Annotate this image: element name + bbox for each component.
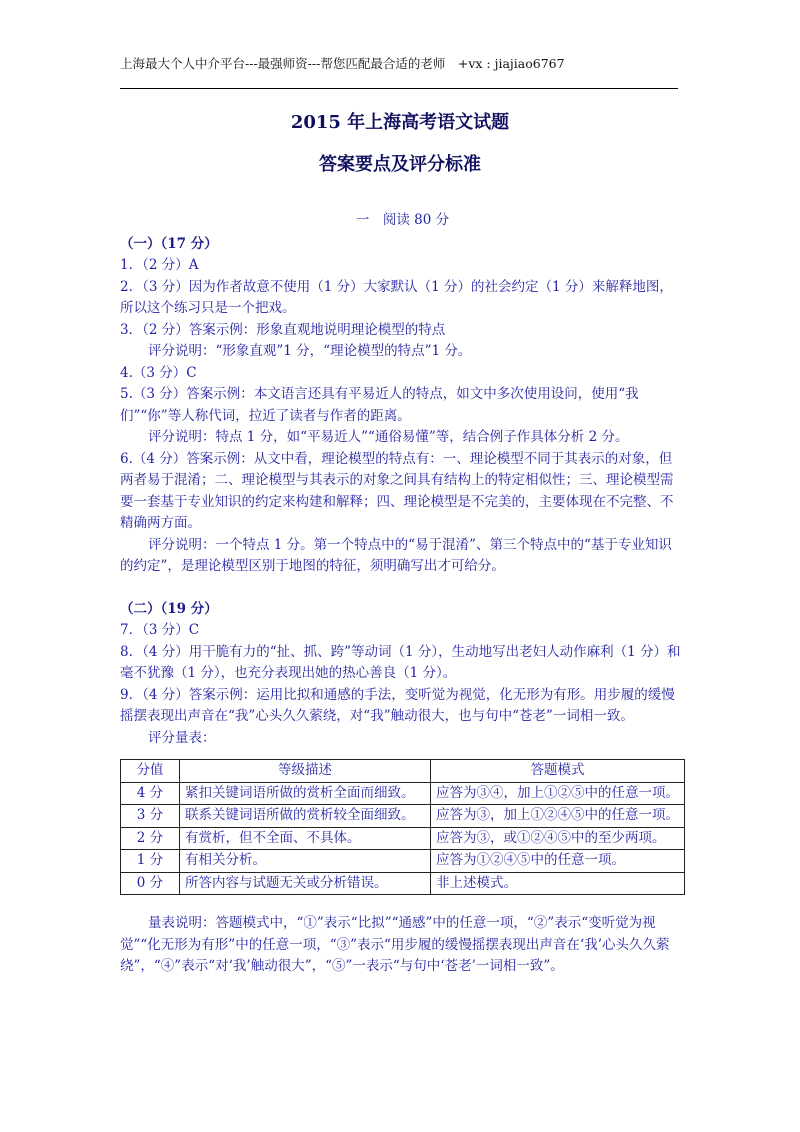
table-explanation: 量表说明：答题模式中，“①”表示“比拟”“通感”中的任意一项，“②”表示“变听觉为视觉”“化无形为有形”中的任意一项，“③”表示“用步履的缓慢摇摆表现出声音在‘我’心头久久萦绕”，“④”表示“对‘我’触动很大”，“⑤”一表示“与句中‘苍老’一词相一致”。	[120, 915, 670, 974]
section-heading-reading: 一 阅读 80 分	[355, 212, 450, 228]
pattern-cell: 应答为③，或①②④⑤中的至少两项。	[431, 827, 685, 850]
document-title: 2015 年上海高考语文试题	[290, 112, 510, 133]
level-cell: 所答内容与试题无关或分析错误。	[180, 872, 431, 895]
scoring-note: 评分说明：“形象直观”1 分，“理论模型的特点”1 分。	[148, 343, 472, 359]
part-label-1: （一）（17 分）	[120, 235, 218, 252]
table-row	[121, 827, 685, 850]
scoring-note: 评分说明：特点 1 分，如“平易近人”“通俗易懂”等，结合例子作具体分析 2 分。	[148, 429, 629, 445]
level-cell: 有赏析，但不全面、不具体。	[180, 827, 431, 850]
score-cell: 1 分	[121, 850, 180, 873]
page-header: 上海最大个人中介平台---最强师资---帮您匹配最合适的老师 +vx : jiajiao6767	[120, 56, 565, 71]
table-row	[121, 872, 685, 895]
answer-item: 1．（2 分）A	[120, 257, 199, 273]
pattern-cell: 应答为③④，加上①②⑤中的任意一项。	[431, 782, 685, 805]
table-row	[121, 805, 685, 828]
answer-item: 8．（4 分）用干脆有力的“扯、抓、跨”等动词（1 分），生动地写出老妇人动作麻利（1 分）和毫不犹豫（1 分），也充分表现出她的热心善良（1 分）。	[120, 643, 681, 681]
score-cell: 0 分	[121, 872, 180, 895]
answer-item: 3．（2 分）答案示例：形象直观地说明理论模型的特点	[120, 321, 446, 338]
document-body	[120, 210, 685, 978]
score-cell: 3 分	[121, 805, 180, 828]
column-header-score: 分值	[121, 760, 180, 783]
level-cell: 有相关分析。	[180, 850, 431, 873]
column-header-level: 等级描述	[180, 760, 431, 783]
table-row	[121, 850, 685, 873]
scoring-table-label: 评分量表：	[148, 729, 216, 746]
level-cell: 紧扣关键词语所做的赏析全面而细致。	[180, 782, 431, 805]
table-header-row	[121, 760, 685, 783]
score-cell: 2 分	[121, 827, 180, 850]
answer-item: 2．（3 分）因为作者故意不使用（1 分）大家默认（1 分）的社会约定（1 分）来解释地图，所以这个练习只是一个把戏。	[120, 278, 673, 316]
pattern-cell: 非上述模式。	[431, 872, 685, 895]
pattern-cell: 应答为①②④⑤中的任意一项。	[431, 850, 685, 873]
column-header-pattern: 答题模式	[431, 760, 685, 783]
pattern-cell: 应答为③，加上①②④⑤中的任意一项。	[431, 805, 685, 828]
spacer	[120, 578, 685, 599]
answer-item: 5.（3 分）答案示例：本文语言还具有平易近人的特点，如文中多次使用设问，使用“我们”“你”等人称代词，拉近了读者与作者的距离。	[120, 386, 639, 424]
header-divider	[120, 88, 678, 89]
answer-item: 6.（4 分）答案示例：从文中看，理论模型的特点有：一、理论模型不同于其表示的对象，但两者易于混淆；二、理论模型与其表示的对象之间具有结构上的特定相似性；三、理论模型需要一套基于专业知识的约定来构建和解释；四、理论模型是不完美的，主要体现在不完整、不精确两方面。	[120, 450, 674, 531]
table-row	[121, 782, 685, 805]
part-label-2: （二）（19 分）	[120, 600, 218, 617]
document-subtitle: 答案要点及评分标准	[319, 154, 481, 175]
scoring-note: 评分说明：一个特点 1 分。第一个特点中的“易于混淆”、第三个特点中的“基于专业知识的约定”，是理论模型区别于地图的特征，须明确写出才可给分。	[120, 536, 672, 574]
answer-item: 7．（3 分）C	[120, 622, 200, 638]
scoring-table	[120, 759, 685, 895]
level-cell: 联系关键词语所做的赏析较全面细致。	[180, 805, 431, 828]
answer-item: 4.（3 分）C	[120, 364, 197, 381]
score-cell: 4 分	[121, 782, 180, 805]
answer-item: 9．（4 分）答案示例：运用比拟和通感的手法，变听觉为视觉，化无形为有形。用步履的缓慢摇摆表现出声音在“我”心头久久萦绕，对“我”触动很大，也与句中“苍老”一词相一致。	[120, 686, 675, 724]
